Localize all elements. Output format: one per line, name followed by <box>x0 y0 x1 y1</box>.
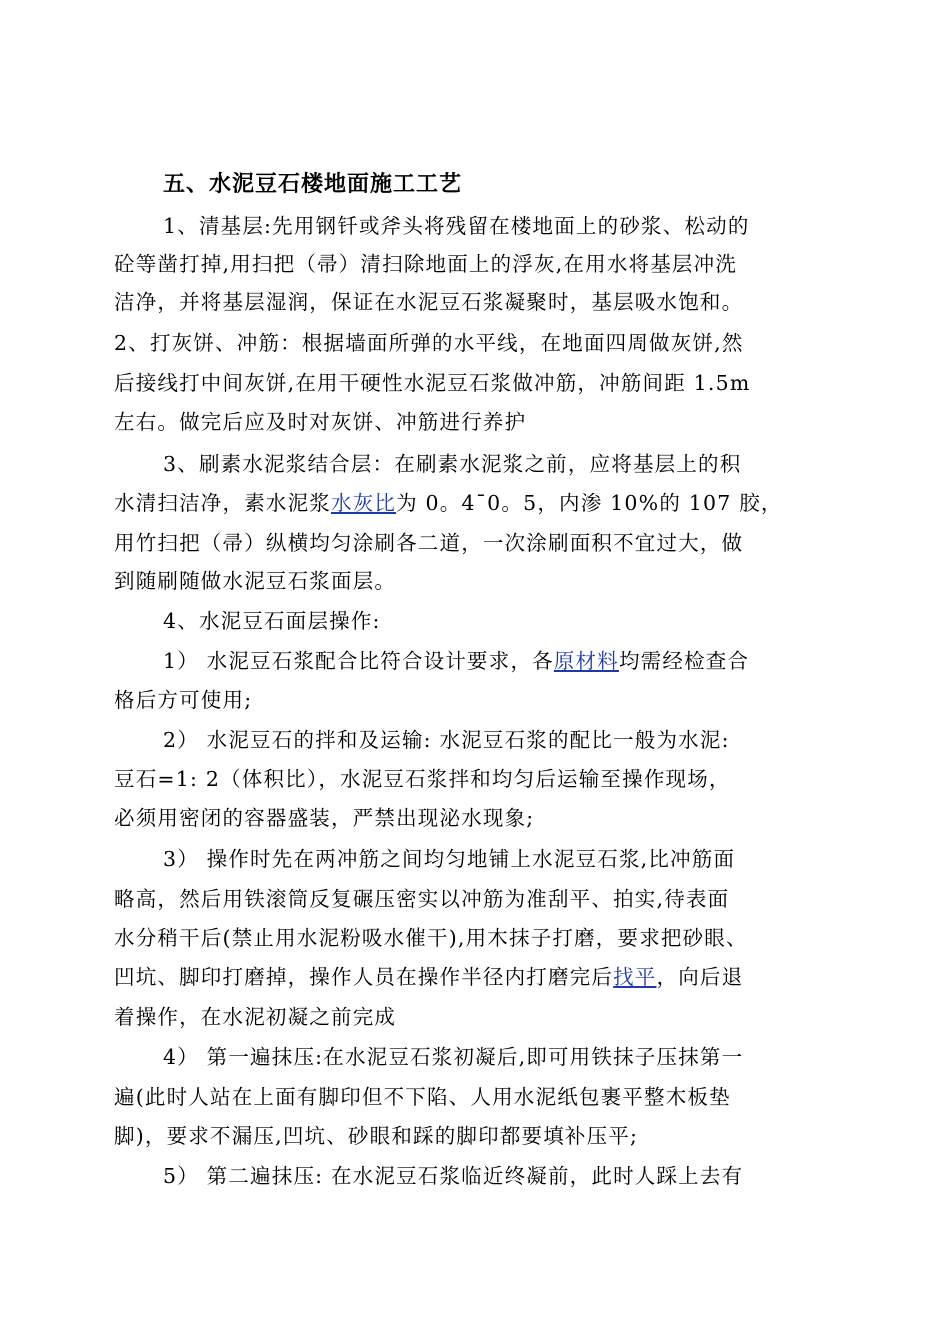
paragraph-line: 略高，然后用铁滚筒反复碾压密实以冲筋为准刮平、拍实,待表面 <box>114 887 730 911</box>
paragraph-line: 2、打灰饼、冲筋：根据墙面所弹的水平线，在地面四周做灰饼,然 <box>114 331 744 355</box>
line-text: 1） 水泥豆石浆配合比符合设计要求，各 <box>163 649 554 673</box>
line-text: 为 0。4¯0。5，内渗 10%的 107 胶， <box>396 491 783 515</box>
paragraph-line: 豆石=1: 2（体积比），水泥豆石浆拌和均匀后运输至操作现场， <box>114 767 731 791</box>
paragraph-line <box>114 486 783 520</box>
paragraph-line: 2） 水泥豆石的拌和及运输: 水泥豆石浆的配比一般为水泥: <box>163 728 730 752</box>
paragraph-line: 格后方可使用; <box>114 688 253 712</box>
paragraph-line: 到随刷随做水泥豆石浆面层。 <box>114 569 397 593</box>
paragraph-line: 脚)，要求不漏压,凹坑、砂眼和踩的脚印都要填补压平; <box>114 1124 639 1148</box>
paragraph-line: 1、清基层:先用钢钎或斧头将残留在楼地面上的砂浆、松动的 <box>163 214 750 238</box>
paragraph-line: 3） 操作时先在两冲筋之间均匀地铺上水泥豆石浆,比冲筋面 <box>163 847 736 871</box>
paragraph-line: 左右。做完后应及时对灰饼、冲筋进行养护 <box>114 410 527 434</box>
paragraph-line: 4、水泥豆石面层操作: <box>163 609 381 633</box>
line-text: ，向后退 <box>656 965 744 989</box>
paragraph-line: 水分稍干后(禁止用水泥粉吸水催干),用木抹子打磨，要求把砂眼、 <box>114 926 748 950</box>
paragraph-line: 3、刷素水泥浆结合层：在刷素水泥浆之前，应将基层上的积 <box>163 452 742 476</box>
line-text: 水清扫洁净，素水泥浆 <box>114 491 331 515</box>
paragraph-line <box>163 644 749 678</box>
water-cement-ratio-link[interactable]: 水灰比 <box>331 491 397 515</box>
line-text: 均需经检查合 <box>618 649 750 673</box>
paragraph-line: 后接线打中间灰饼,在用干硬性水泥豆石浆做冲筋，冲筋间距 1.5m <box>114 371 751 395</box>
paragraph-line: 4） 第一遍抹压:在水泥豆石浆初凝后,即可用铁抹子压抹第一 <box>163 1045 744 1069</box>
paragraph-line: 砼等凿打掉,用扫把（帚）清扫除地面上的浮灰,在用水将基层冲洗 <box>114 252 738 276</box>
paragraph-line: 必须用密闭的容器盛装，严禁出现泌水现象; <box>114 806 535 830</box>
paragraph-line: 5） 第二遍抹压: 在水泥豆石浆临近终凝前，此时人踩上去有 <box>163 1164 744 1188</box>
paragraph-line: 洁净，并将基层湿润，保证在水泥豆石浆凝聚时，基层吸水饱和。 <box>114 290 744 314</box>
leveling-link[interactable]: 找平 <box>613 965 657 989</box>
paragraph-line: 用竹扫把（帚）纵横均匀涂刷各二道，一次涂刷面积不宜过大，做 <box>114 531 744 555</box>
raw-material-link[interactable]: 原材料 <box>553 649 619 673</box>
line-text: 凹坑、脚印打磨掉，操作人员在操作半径内打磨完后 <box>114 965 614 989</box>
paragraph-line: 遍(此时人站在上面有脚印但不下陷、人用水泥纸包裹平整木板垫 <box>114 1085 731 1109</box>
paragraph-line: 着操作，在水泥初凝之前完成 <box>114 1005 397 1029</box>
paragraph-line <box>114 960 743 994</box>
section-title: 五、水泥豆石楼地面施工工艺 <box>163 172 463 197</box>
